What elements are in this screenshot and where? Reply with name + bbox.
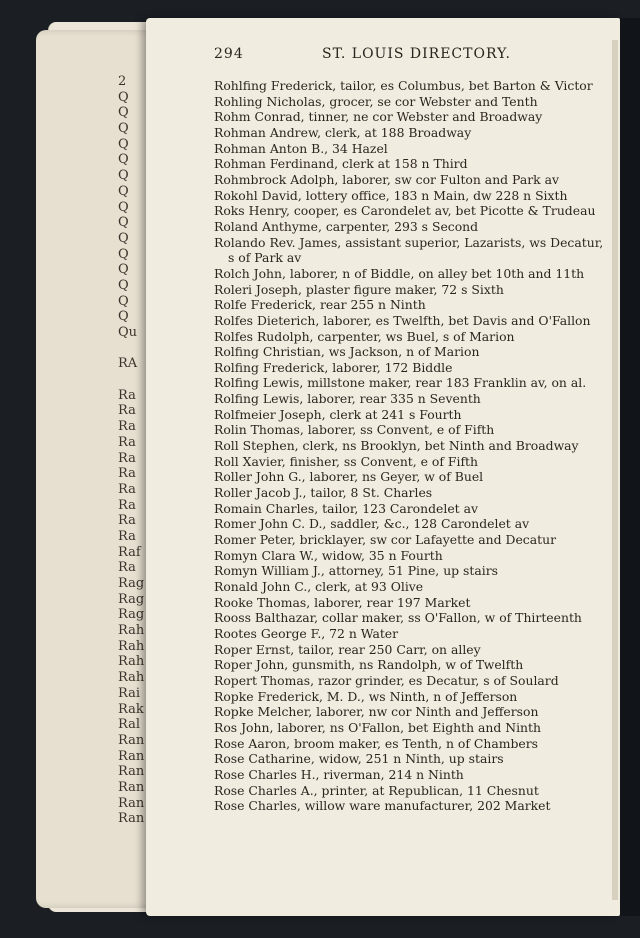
entry-text: Rolfmeier Joseph, clerk at 241 s Fourth	[214, 406, 462, 422]
back-page-fragment: Q	[118, 121, 129, 137]
entry-text: Rohmbrock Adolph, laborer, sw cor Fulton and Park av	[214, 171, 559, 187]
back-page-fragment: Q	[118, 215, 129, 231]
directory-entry	[214, 689, 616, 705]
directory-entry	[214, 767, 616, 783]
back-page-fragment: Rah	[118, 638, 145, 654]
entry-text: Roper Ernst, tailor, rear 250 Carr, on alley	[214, 641, 481, 657]
back-page-fragment: 2	[118, 74, 127, 89]
directory-entry	[214, 642, 616, 658]
directory-entry	[214, 282, 616, 298]
directory-entry	[214, 783, 616, 799]
back-page-fragment: Q	[118, 136, 129, 152]
back-page-fragment: Ra	[118, 466, 136, 482]
page-edge-strip	[612, 40, 618, 900]
back-page-fragment: Q	[118, 89, 129, 105]
directory-entry	[214, 141, 616, 157]
entry-text: Roll Stephen, clerk, ns Brooklyn, bet Ninth and Broadway	[214, 438, 579, 454]
entry-text: Rooss Balthazar, collar maker, ss O'Fallon, w of Thirteenth	[214, 610, 582, 626]
back-page-fragment: Ran	[118, 764, 145, 780]
directory-entry	[214, 94, 616, 110]
directory-entry	[214, 704, 616, 720]
directory-entry	[214, 469, 616, 485]
back-page-fragment: Qu	[118, 325, 138, 340]
directory-entry	[214, 156, 616, 172]
entry-text: Rolando Rev. James, assistant superior, Lazarists, ws Decatur,	[214, 234, 604, 250]
directory-entry	[214, 407, 616, 423]
entry-text: Rolfing Lewis, laborer, rear 335 n Seventh	[214, 391, 481, 407]
directory-entry	[214, 297, 616, 313]
back-page-fragment: Rag	[118, 591, 145, 607]
back-page-fragment: Q	[118, 105, 129, 121]
directory-entry	[214, 548, 616, 564]
directory-entry	[214, 720, 616, 736]
directory-entry	[214, 78, 616, 94]
back-page-fragment: Ran	[118, 795, 145, 811]
directory-entry	[214, 438, 616, 454]
directory-entry	[214, 329, 616, 345]
directory-page	[146, 18, 620, 916]
directory-entry	[214, 125, 616, 141]
directory-entry	[214, 516, 616, 532]
directory-entry	[214, 219, 616, 235]
back-page-fragment: Ra	[118, 497, 136, 513]
back-page-fragment: Q	[118, 309, 129, 325]
directory-entry	[214, 344, 616, 360]
binding-shadow	[620, 18, 640, 916]
back-page-fragment: Q	[118, 168, 129, 184]
directory-entry	[214, 610, 616, 626]
entry-continuation: s of Park av	[228, 250, 302, 266]
directory-entry	[214, 626, 616, 642]
back-page-fragment: Ran	[118, 779, 145, 795]
entry-text: Ropke Melcher, laborer, nw cor Ninth and Jefferson	[214, 704, 539, 720]
entry-text: Rolin Thomas, laborer, ss Convent, e of Fifth	[214, 422, 495, 438]
directory-entry	[214, 595, 616, 611]
entry-text: Romyn Clara W., widow, 35 n Fourth	[214, 547, 443, 563]
entry-text: Romer John C. D., saddler, &c., 128 Carondelet av	[214, 516, 530, 532]
entry-text: Romyn William J., attorney, 51 Pine, up stairs	[214, 563, 499, 579]
directory-entry	[214, 751, 616, 767]
back-page-fragment: Ra	[118, 528, 136, 544]
back-page-fragment: Ra	[118, 434, 136, 450]
entry-text: Roller Jacob J., tailor, 8 St. Charles	[214, 485, 433, 501]
back-page-fragment: Rah	[118, 670, 145, 686]
directory-entry	[214, 391, 616, 407]
entry-text: Rooke Thomas, laborer, rear 197 Market	[214, 594, 471, 610]
directory-entry	[214, 172, 616, 188]
back-page-fragment: Ra	[118, 403, 136, 419]
back-page-fragment: Rah	[118, 623, 145, 639]
entry-text: Roper John, gunsmith, ns Randolph, w of Twelfth	[214, 657, 524, 673]
entry-text: Rolch John, laborer, n of Biddle, on alley bet 10th and 11th	[214, 265, 585, 281]
back-page-fragment: Q	[118, 277, 129, 293]
entry-text: Rohman Ferdinand, clerk at 158 n Third	[214, 156, 468, 172]
directory-entry	[214, 657, 616, 673]
back-page-fragment: Rak	[118, 701, 144, 717]
back-page-fragment: Ra	[118, 481, 136, 497]
directory-entry	[214, 798, 616, 814]
back-page-fragment: Ran	[118, 732, 145, 748]
entry-text: Roleri Joseph, plaster figure maker, 72 s Sixth	[214, 281, 504, 297]
entry-text: Ropke Frederick, M. D., ws Ninth, n of Jefferson	[214, 688, 518, 704]
entry-text: Rose Charles, willow ware manufacturer, 202 Market	[214, 798, 551, 814]
entry-text: Rolfing Lewis, millstone maker, rear 183 Franklin av, on al.	[214, 375, 587, 391]
page-number: 294	[214, 46, 244, 62]
entry-text: Rolfe Frederick, rear 255 n Ninth	[214, 297, 426, 313]
directory-entry	[214, 109, 616, 125]
entry-text: Rolfes Rudolph, carpenter, ws Buel, s of Marion	[214, 328, 515, 344]
back-page-fragment: Ra	[118, 419, 136, 435]
entry-text: Roks Henry, cooper, es Carondelet av, bet Picotte & Trudeau	[214, 203, 596, 219]
directory-entry	[214, 375, 616, 391]
directory-entry	[214, 673, 616, 689]
directory-entry	[214, 579, 616, 595]
back-page-fragment: RA	[118, 356, 138, 372]
entry-text: Rohm Conrad, tinner, ne cor Webster and Broadway	[214, 109, 543, 125]
entry-text: Rose Aaron, broom maker, es Tenth, n of Chambers	[214, 735, 539, 751]
entry-text: Ropert Thomas, razor grinder, es Decatur, s of Soulard	[214, 672, 559, 688]
directory-entry	[214, 485, 616, 501]
back-page-fragment: Raf	[118, 544, 141, 560]
entry-text: Rose Catharine, widow, 251 n Ninth, up stairs	[214, 751, 504, 767]
back-page-fragment: Q	[118, 262, 129, 278]
entry-text: Rose Charles A., printer, at Republican, 11 Chesnut	[214, 782, 539, 798]
entry-text: Rohling Nicholas, grocer, se cor Webster and Tenth	[214, 93, 538, 109]
directory-entry	[214, 736, 616, 752]
entry-text: Rolfing Christian, ws Jackson, n of Marion	[214, 344, 480, 360]
back-page-fragment: Ran	[118, 748, 145, 764]
back-page-fragment: Q	[118, 152, 129, 168]
back-page-fragment: Rag	[118, 576, 145, 591]
directory-entry	[214, 501, 616, 517]
entry-text: Rolfes Dieterich, laborer, es Twelfth, bet Davis and O'Fallon	[214, 312, 591, 328]
entry-text: Rohman Andrew, clerk, at 188 Broadway	[214, 124, 472, 140]
entry-text: Romer Peter, bricklayer, sw cor Lafayette and Decatur	[214, 532, 557, 548]
back-page-fragment: Ra	[118, 387, 136, 403]
back-page-fragment: Q	[118, 199, 129, 215]
entry-text: Roland Anthyme, carpenter, 293 s Second	[214, 218, 479, 234]
entry-text: Ros John, laborer, ns O'Fallon, bet Eighth and Ninth	[214, 719, 541, 735]
back-page-fragment: Rai	[118, 685, 140, 701]
directory-entry	[214, 532, 616, 548]
directory-entries	[214, 78, 616, 814]
entry-text: Roller John G., laborer, ns Geyer, w of Buel	[214, 469, 484, 485]
back-page-fragment: Ra	[118, 560, 136, 576]
directory-entry	[214, 203, 616, 219]
directory-entry	[214, 422, 616, 438]
entry-text: Rose Charles H., riverman, 214 n Ninth	[214, 766, 464, 782]
back-page-fragment: Q	[118, 183, 129, 199]
back-page-fragment: Rah	[118, 654, 145, 670]
directory-entry	[214, 313, 616, 329]
running-head: ST. LOUIS DIRECTORY.	[322, 46, 511, 62]
back-page-fragment: Ra	[118, 513, 136, 529]
directory-entry	[214, 235, 616, 266]
entry-text: Rohlfing Frederick, tailor, es Columbus, bet Barton & Victor	[214, 78, 593, 93]
directory-entry	[214, 360, 616, 376]
entry-text: Rolfing Frederick, laborer, 172 Biddle	[214, 359, 453, 375]
entry-text: Rootes George F., 72 n Water	[214, 625, 399, 641]
directory-entry	[214, 563, 616, 579]
back-page-fragment: Ran	[118, 811, 145, 827]
back-page-fragment: Q	[118, 230, 129, 246]
directory-entry	[214, 266, 616, 282]
back-page-fragment: Q	[118, 293, 129, 309]
back-page-fragment: Rag	[118, 607, 145, 623]
entry-text: Ronald John C., clerk, at 93 Olive	[214, 579, 424, 594]
back-page-fragment: Ra	[118, 450, 136, 466]
back-page-fragment: Q	[118, 246, 129, 262]
entry-text: Rohman Anton B., 34 Hazel	[214, 140, 388, 156]
entry-text: Rokohl David, lottery office, 183 n Main, dw 228 n Sixth	[214, 187, 568, 203]
entry-text: Romain Charles, tailor, 123 Carondelet av	[214, 500, 478, 516]
back-page-fragment: Ral	[118, 717, 140, 733]
entry-text: Roll Xavier, finisher, ss Convent, e of Fifth	[214, 453, 479, 469]
directory-entry	[214, 188, 616, 204]
directory-entry	[214, 454, 616, 470]
